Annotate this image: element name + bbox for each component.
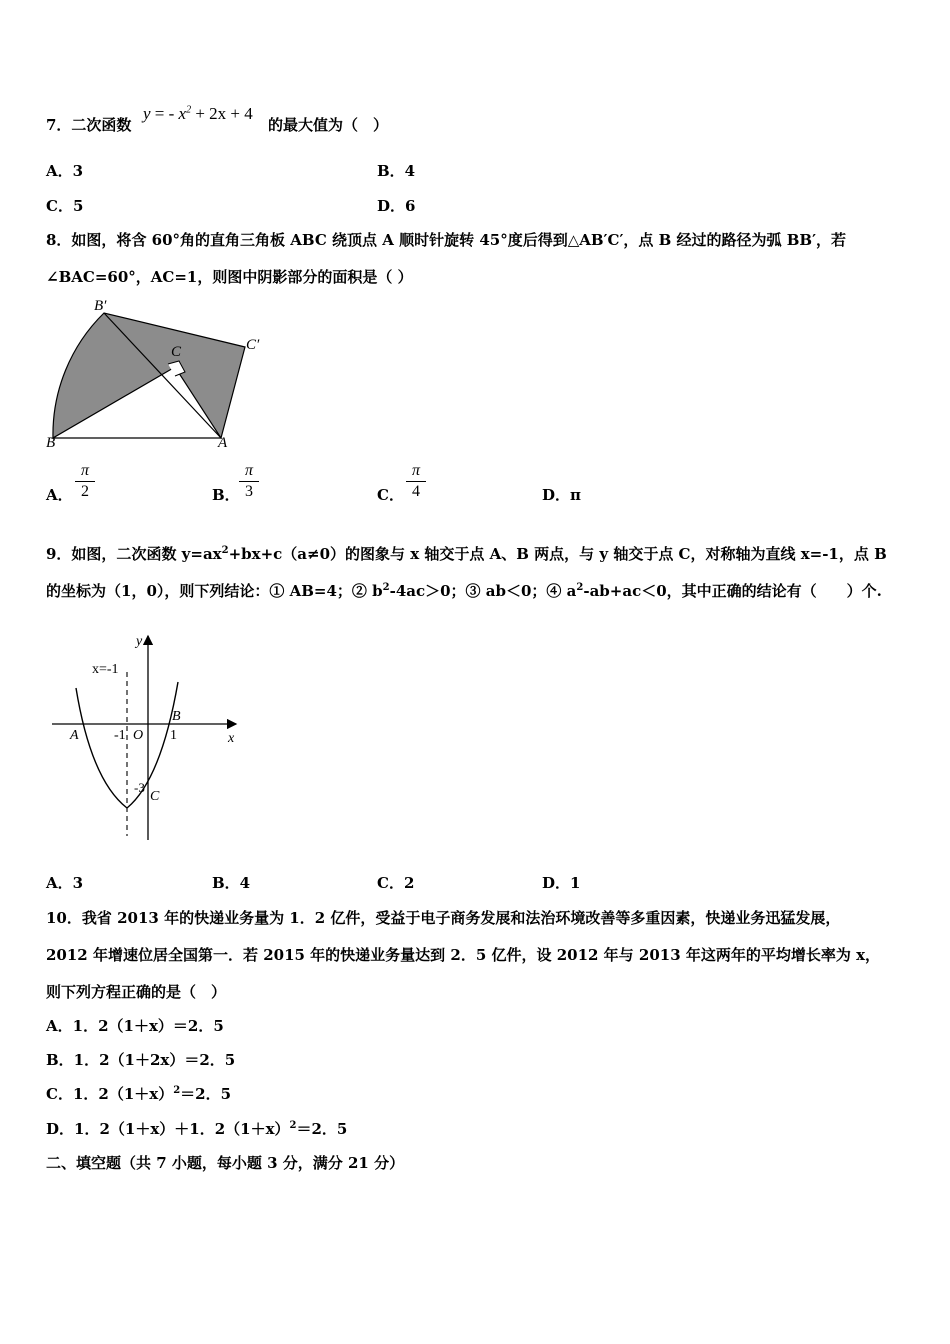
q8-option-a-letter[interactable]: A．	[46, 486, 73, 504]
q10-option-c[interactable]: C．1．$2(1+x)^2=2$．5	[46, 1085, 232, 1103]
q9-stem-line2: 的坐标为（1，0），则下列结论：① AB=4；② $b^2-4ac>0$；③ ab＜0；④ $a^2-ab+ac<0$，其中正确的结论有（ ）个.	[46, 582, 882, 600]
q9-option-b[interactable]: B．4	[212, 874, 251, 892]
q8-option-b-fraction: π 3	[237, 462, 261, 501]
q9-label-x: x	[228, 731, 235, 746]
q10-stem-line3: 则下列方程正确的是（ ）	[46, 983, 227, 1001]
q7-suffix: 的最大值为（ ）	[268, 116, 389, 134]
q7-formula: y = - $x^2 + 2x + 4$	[143, 104, 253, 123]
q9-stem-line1: 9．如图，二次函数 $y=ax^2+bx+c(a\ne 0)$的图象与 x 轴交于点 A、B 两点，与 y 轴交于点 C，对称轴为直线 x=-1，点 B	[46, 545, 887, 563]
q8-option-b-letter[interactable]: B．	[212, 486, 240, 504]
q9-label-x-eq: x=-1	[92, 662, 119, 677]
q10-option-d[interactable]: D．1．2（1＋x）＋1．$2(1+x)^2=2$．5	[46, 1120, 348, 1138]
q9-figure	[48, 630, 248, 850]
q10-option-a[interactable]: A．1．2（1＋x）＝2．5	[46, 1017, 224, 1035]
q7-option-a[interactable]: A．3	[46, 162, 84, 180]
q7-stem	[46, 115, 131, 135]
q10-option-b[interactable]: B．1．2（1＋2x）＝2．5	[46, 1051, 236, 1069]
q7-option-d[interactable]: D．6	[377, 197, 416, 215]
q8-option-c-fraction: π 4	[404, 462, 428, 501]
q9-label-neg3: -3	[134, 780, 145, 795]
q9-label-c: C	[150, 789, 160, 804]
q8-stem-line2: ∠BAC=60°，AC=1，则图中阴影部分的面积是（ ）	[46, 268, 413, 286]
q7-option-c[interactable]: C．5	[46, 197, 84, 215]
q7-prefix: 7．二次函数	[46, 116, 132, 134]
q8-label-c-prime: C′	[246, 337, 260, 353]
q8-label-a: A	[218, 435, 228, 451]
q9-label-y: y	[136, 634, 143, 649]
section2-heading: 二、填空题（共 7 小题，每小题 3 分，满分 21 分）	[46, 1154, 405, 1172]
q8-option-c-letter[interactable]: C．	[377, 486, 404, 504]
q9-option-a[interactable]: A．3	[46, 874, 84, 892]
q8-figure	[40, 295, 280, 455]
q8-stem-line1: 8．如图，将含 60°角的直角三角板 ABC 绕顶点 A 顺时针旋转 45°度后得到△AB′C′，点 B 经过的路径为弧 BB′，若	[46, 231, 847, 249]
q10-stem-line2: 2012 年增速位居全国第一．若 2015 年的快递业务量达到 2．5 亿件，设 2012 年与 2013 年这两年的平均增长率为 x，	[46, 946, 881, 964]
q8-label-b: B	[46, 435, 56, 451]
q9-option-c[interactable]: C．2	[377, 874, 415, 892]
q7-option-b[interactable]: B．4	[377, 162, 416, 180]
q8-option-a-fraction: π 2	[73, 462, 97, 501]
q8-label-b-prime: B′	[94, 298, 107, 314]
q10-stem-line1: 10．我省 2013 年的快递业务量为 1．2 亿件，受益于电子商务发展和法治环境改善等多重因素，快递业务迅猛发展，	[46, 909, 841, 927]
q9-label-neg1: -1	[114, 728, 126, 743]
q9-label-one: 1	[170, 728, 177, 743]
q8-option-d[interactable]: D．π	[542, 486, 581, 504]
q9-label-b: B	[172, 709, 181, 724]
q9-option-d[interactable]: D．1	[542, 874, 581, 892]
q9-label-a: A	[70, 728, 79, 743]
q9-label-origin: O	[133, 728, 144, 743]
q8-label-c: C	[171, 344, 182, 360]
